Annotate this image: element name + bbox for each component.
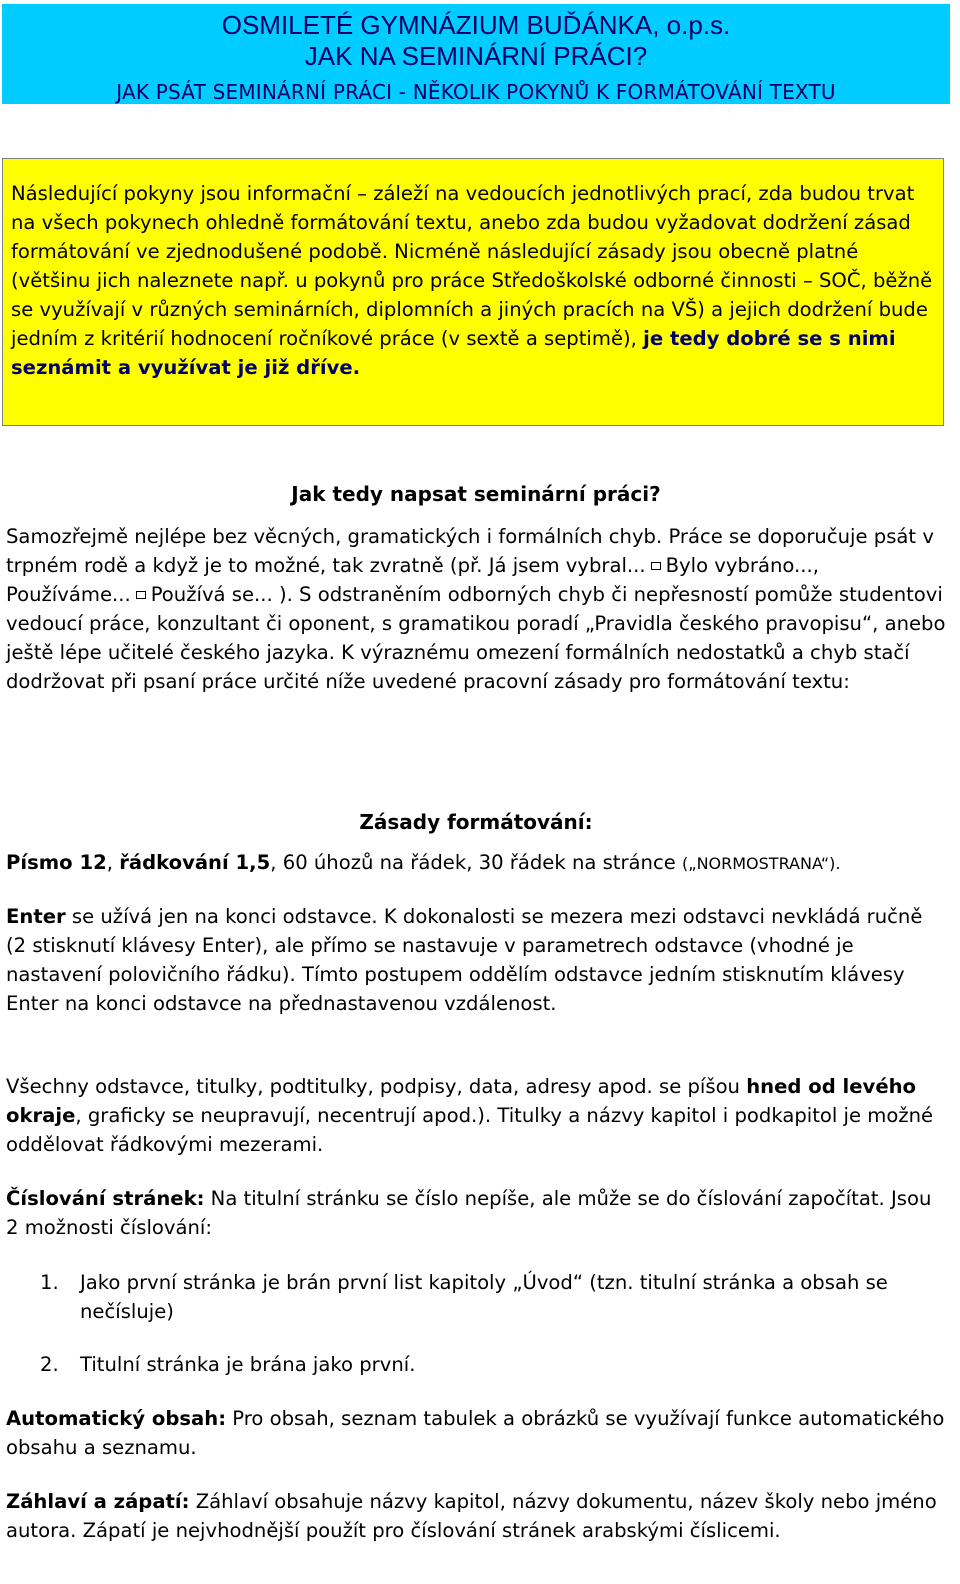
intro-box bbox=[2, 158, 944, 426]
how-text-part3: Používá se... ). S odstraněním odborných chyb či nepřesností pomůže studentovi vedoucí práce, konzultant či oponent, s gramatikou poradí „Pravidla českého pravopisu“, anebo ještě lépe učitelé českého jazyka. K výraznému omezení formálních nedostatků a chyb stačí dodržovat při psaní práce určité níže uvedené pracovní zásady pro formátování textu: bbox=[6, 583, 946, 693]
list-text: Jako první stránka je brán první list kapitoly „Úvod“ (tzn. titulní stránka a obsah se nečísluje) bbox=[80, 1271, 888, 1323]
school-name: OSMILETÉ GYMNÁZIUM BUĎÁNKA, o.p.s. bbox=[221, 10, 731, 40]
how-text-part2: Bylo vybráno..., Používáme... bbox=[6, 554, 819, 606]
font-sep: , bbox=[106, 851, 120, 874]
page-subtitle: JAK PSÁT SEMINÁRNÍ PRÁCI - NĚKOLIK POKYNŮ K FORMÁTOVÁNÍ TEXTU bbox=[116, 80, 836, 104]
list-text: Titulní stránka je brána jako první. bbox=[80, 1353, 416, 1376]
font-rule bbox=[6, 848, 946, 878]
font-size-label: Písmo 12 bbox=[6, 851, 107, 874]
intro-text: Následující pokyny jsou informační – záleží na vedoucích jednotlivých prací, zda budou trvat na všech pokynech ohledně formátování textu, anebo zda budou vyžadovat dodržení zásad formátování ve zjednodušené podobě. Nicméně následující zásady jsou obecně platné (většinu jich naleznete např. u pokynů pro práce Středoškolské odborné činnosti – SOČ, běžně se využívají v různých seminárních, diplomních a jiných pracích na VŠ) a jejich dodržení bude jedním z kritérií hodnocení ročníkové práce (v sextě a septimě), bbox=[11, 182, 933, 350]
align-text-a: Všechny odstavce, titulky, podtitulky, podpisy, data, adresy apod. se píšou bbox=[6, 1075, 747, 1098]
toc-label: Automatický obsah: bbox=[6, 1407, 227, 1430]
align-text-c: , graficky se neupravují, necentrují apod.). Titulky a názvy kapitol i podkapitol je možné oddělovat řádkovými mezerami. bbox=[6, 1104, 934, 1156]
headerfooter-label: Záhlaví a zápatí: bbox=[6, 1490, 190, 1513]
numbering-text: Na titulní stránku se číslo nepíše, ale může se do číslování započítat. Jsou 2 možnosti číslování: bbox=[6, 1187, 932, 1239]
arrow-icon bbox=[651, 562, 661, 570]
enter-rule-text: se užívá jen na konci odstavce. K dokonalosti se mezera mezi odstavci nevkládá ručně (2 stisknutí klávesy Enter), ale přímo se nastavuje v parametrech odstavce (vhodné je nastavení polovičního řádku). Tímto postupem oddělím odstavce jedním stisknutím klávesy Enter na konci odstavce na přednastavenou vzdálenost. bbox=[6, 905, 923, 1015]
toc-text: Pro obsah, seznam tabulek a obrázků se využívají funkce automatického obsahu a seznamu. bbox=[6, 1407, 945, 1459]
header-band bbox=[2, 4, 950, 104]
normostrana-note: („NORMOSTRANA“). bbox=[682, 854, 841, 873]
list-number: 2. bbox=[40, 1353, 59, 1376]
page-title: JAK NA SEMINÁRNÍ PRÁCI? bbox=[304, 41, 648, 71]
how-paragraph bbox=[6, 522, 946, 696]
how-heading: Jak tedy napsat seminární práci? bbox=[291, 482, 661, 506]
rules-heading: Zásady formátování: bbox=[359, 810, 593, 834]
arrow-icon bbox=[136, 591, 146, 599]
numbering-rule bbox=[6, 1184, 946, 1242]
how-text-part1: Samozřejmě nejlépe bez věcných, gramatických i formálních chyb. Práce se doporučuje psát v trpném rodě a když je to možné, tak zvratně (př. Já jsem vybral... bbox=[6, 525, 934, 577]
line-spacing-label: řádkování 1,5 bbox=[119, 851, 271, 874]
list-number: 1. bbox=[40, 1271, 59, 1294]
align-emphasis: hned od levého okraje bbox=[6, 1075, 917, 1127]
headerfooter-rule bbox=[6, 1487, 946, 1545]
intro-emphasis: je tedy dobré se s nimi seznámit a využívat je již dříve. bbox=[11, 327, 896, 379]
toc-rule bbox=[6, 1404, 946, 1462]
headerfooter-text: Záhlaví obsahuje názvy kapitol, názvy dokumentu, název školy nebo jméno autora. Zápatí je nejvhodnější použít pro číslování stránek arabskými číslicemi. bbox=[6, 1490, 937, 1542]
font-rule-text: , 60 úhozů na řádek, 30 řádek na stránce bbox=[270, 851, 676, 874]
align-rule bbox=[6, 1072, 946, 1159]
numbering-label: Číslování stránek: bbox=[6, 1187, 205, 1210]
enter-rule bbox=[6, 902, 946, 1018]
enter-label: Enter bbox=[6, 905, 66, 928]
